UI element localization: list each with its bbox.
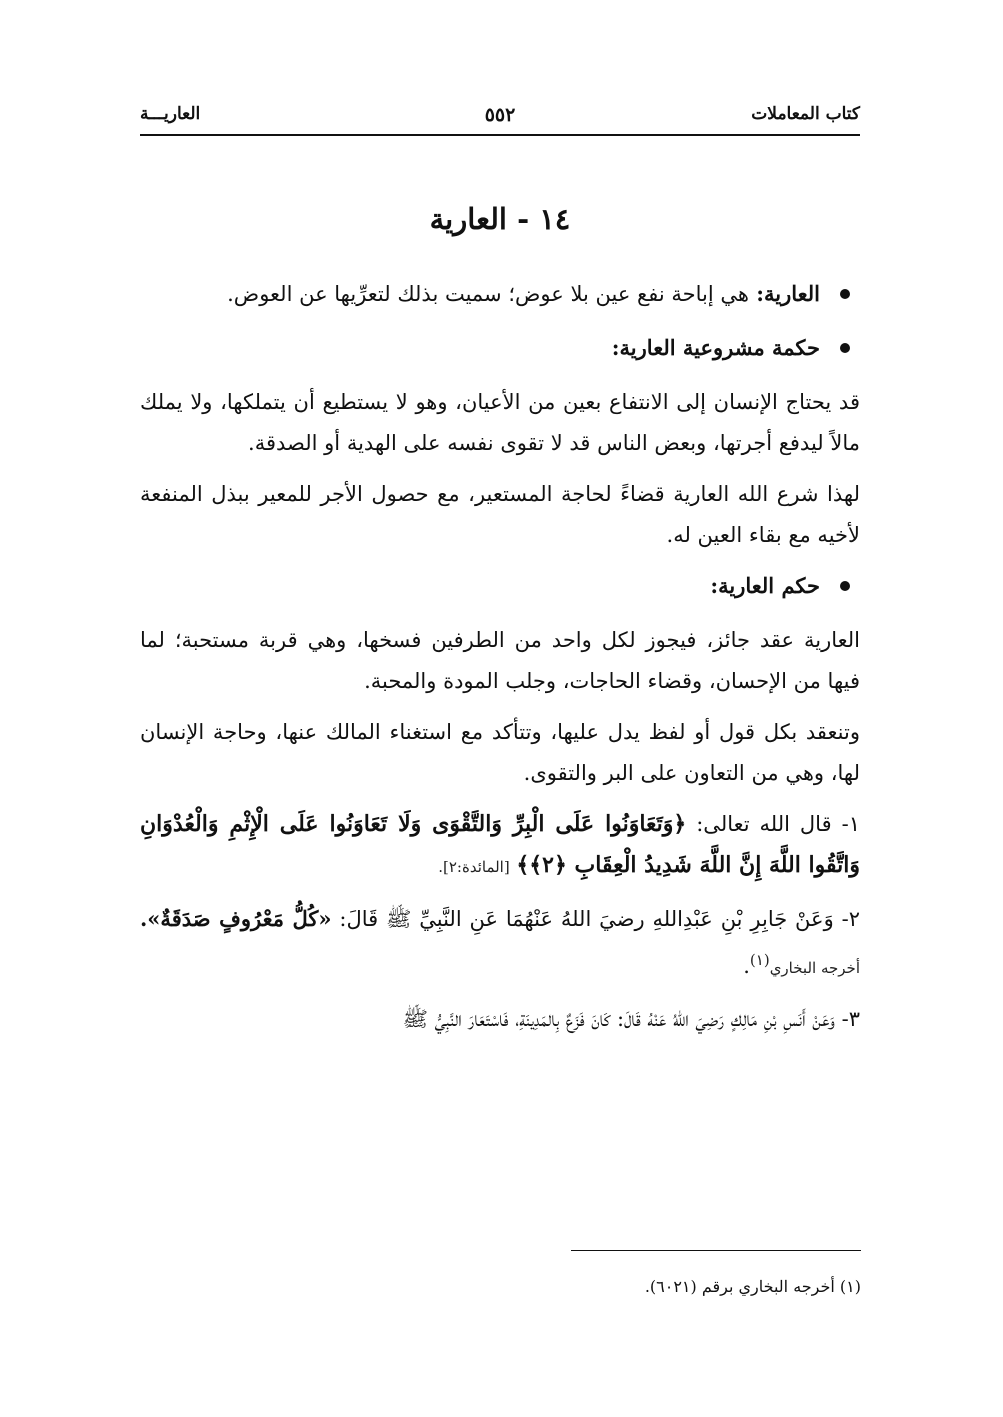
bullet-dot-icon <box>840 343 850 353</box>
ruling-paragraph-1: العارية عقد جائز، فيجوز لكل واحد من الطرفين فسخها، وهي قربة مستحبة؛ لما فيها من الإحسان، وقضاء الحاجات، وجلب المودة والمحبة. <box>140 628 860 693</box>
hadith-reference: أخرجه البخاري <box>769 959 860 977</box>
evidence-intro: وَعَنْ أَنَسِ بْنِ مَالِكٍ رَضِيَ اللهُ عَنْهُ قَالَ: كَانَ فَزَعٌ بِالمَدِينَةِ، فَاسْتَعَارَ النَّبِيُّ ﷺ <box>402 1007 835 1031</box>
quran-reference: [المائدة:٢]. <box>438 858 510 876</box>
footnote-marker: (١) <box>749 951 770 969</box>
definition-item <box>140 274 860 314</box>
hadith-quote: «كُلُّ مَعْرُوفٍ صَدَقَةٌ». <box>140 906 332 931</box>
section-title: العاريـــة <box>140 104 201 124</box>
evidence-number: ٢- <box>841 907 860 931</box>
wisdom-paragraph-2: لهذا شرع الله العارية قضاءً لحاجة المستعير، مع حصول الأجر للمعير ببذل المنفعة لأخيه مع بقاء العين له. <box>140 482 860 547</box>
wisdom-heading-item <box>140 328 860 368</box>
chapter-title: ١٤ - العارية <box>429 202 571 236</box>
bullet-dot-icon <box>840 581 850 591</box>
book-title: كتاب المعاملات <box>751 104 860 124</box>
bullet-dot-icon <box>840 289 850 299</box>
page-content <box>140 190 860 1050</box>
running-header <box>140 100 860 136</box>
definition-term: العارية: <box>756 281 820 306</box>
evidence-intro: قال الله تعالى: <box>696 812 832 836</box>
ruling-heading: حكم العارية: <box>710 573 820 598</box>
evidence-number: ٣- <box>841 1007 860 1031</box>
evidence-intro: وَعَنْ جَابِرِ بْنِ عَبْدِاللهِ رضيَ اللهُ عَنْهُمَا عَنِ النَّبِيِّ ﷺ قَالَ: <box>339 907 834 931</box>
evidence-number: ١- <box>841 812 860 836</box>
evidence-item-1 <box>140 804 860 888</box>
quran-quote: ﴿وَتَعَاوَنُوا عَلَى الْبِرِّ وَالتَّقْوَى وَلَا تَعَاوَنُوا عَلَى الْإِثْمِ وَالْعُدْوَانِ وَاتَّقُوا اللَّهَ إِنَّ اللَّهَ شَدِيدُ الْعِقَابِ ﴿٢﴾﴾ <box>140 811 860 878</box>
ruling-paragraph-2: وتنعقد بكل قول أو لفظ يدل عليها، وتتأكد مع استغناء المالك عنها، وحاجة الإنسان لها، وهي من التعاون على البر والتقوى. <box>140 720 860 785</box>
page-number: ٥٥٢ <box>484 104 516 126</box>
footnote-divider <box>571 1250 861 1251</box>
evidence-item-3 <box>140 999 860 1040</box>
wisdom-heading: حكمة مشروعية العارية: <box>611 335 820 360</box>
wisdom-paragraph-1: قد يحتاج الإنسان إلى الانتفاع بعين من الأعيان، وهو لا يستطيع أن يتملكها، ولا يملك مالاً ليدفع أجرتها، وبعض الناس قد لا تقوى نفسه على الهدية أو الصدقة. <box>140 390 860 455</box>
evidence-item-2 <box>140 898 860 989</box>
ruling-heading-item <box>140 566 860 606</box>
definition-text: هي إباحة نفع عين بلا عوض؛ سميت بذلك لتعرِّيها عن العوض. <box>227 282 749 306</box>
footnote: (١) أخرجه البخاري برقم (٦٠٢١). <box>644 1277 861 1296</box>
hadith-tail: . <box>743 954 750 978</box>
